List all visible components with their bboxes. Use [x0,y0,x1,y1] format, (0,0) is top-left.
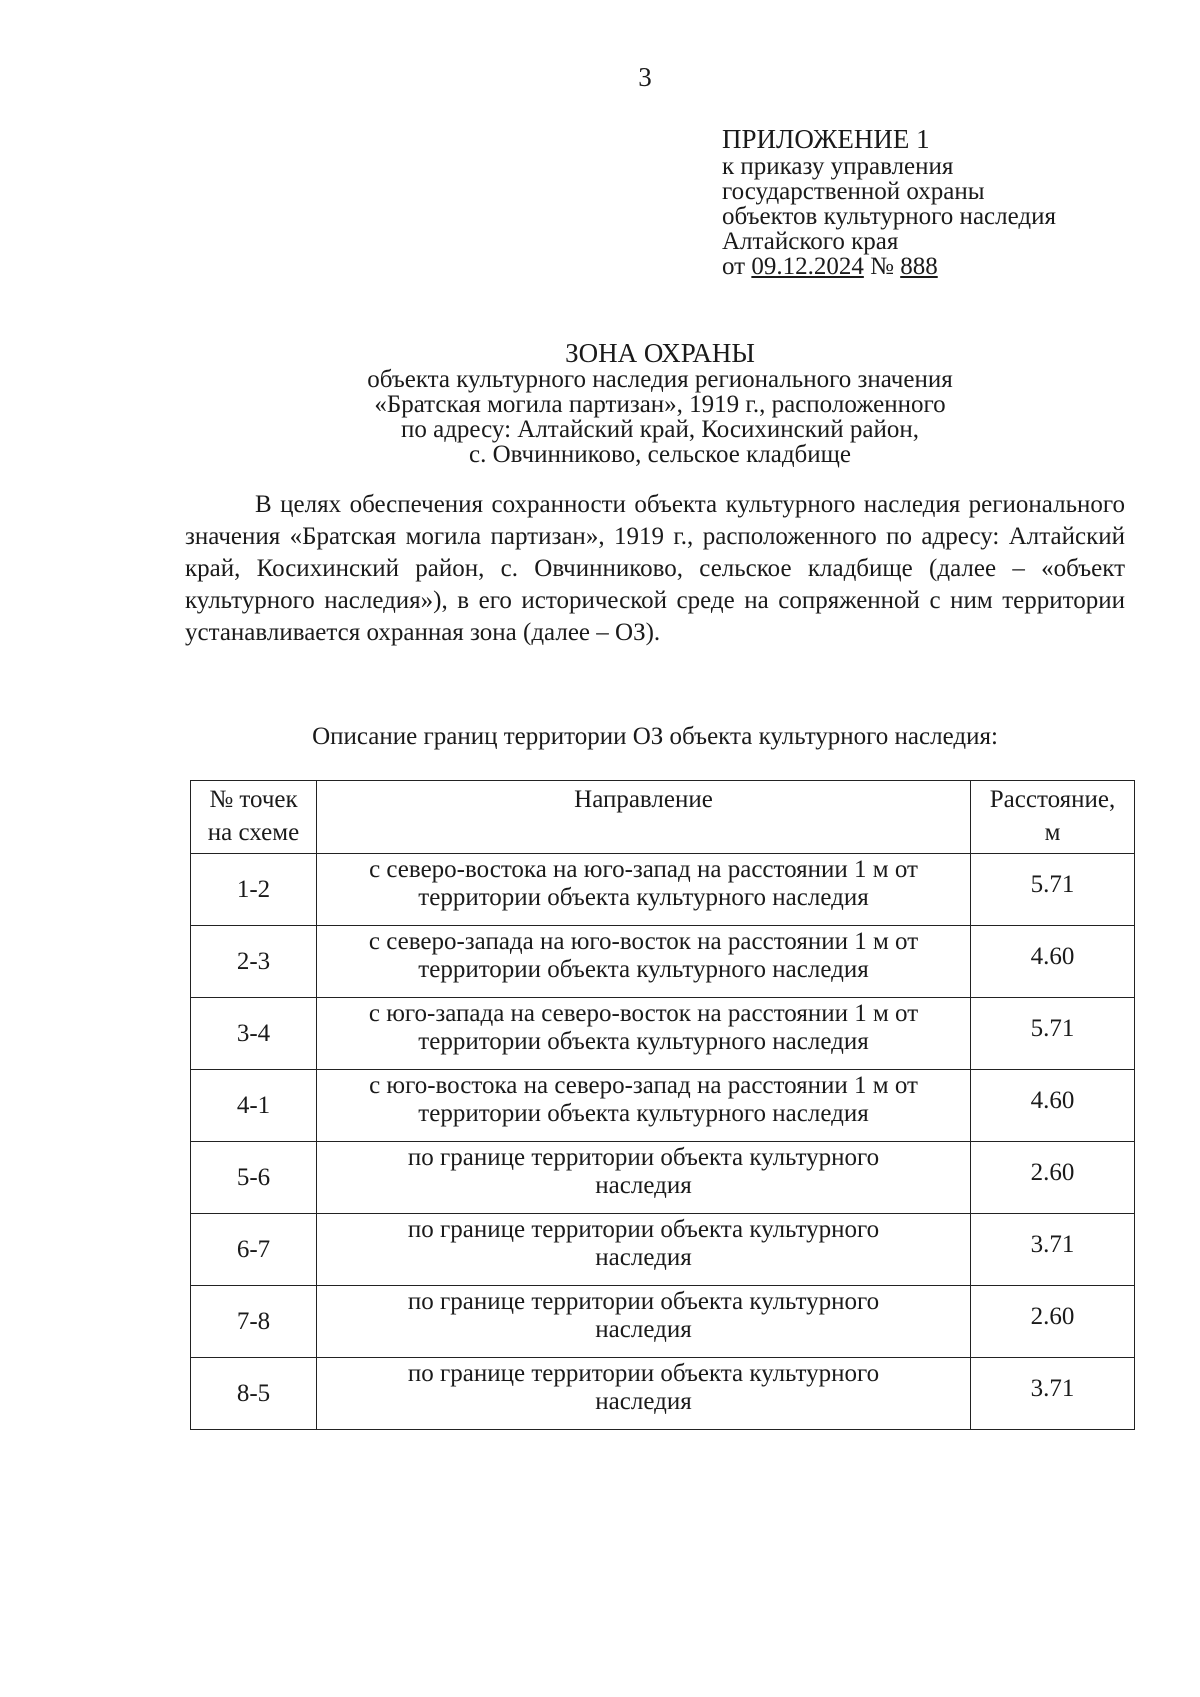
appendix-line: государственной охраны [722,178,985,205]
table-row [191,1358,1135,1430]
boundaries-table [190,780,1135,1430]
direction-line: территории объекта культурного наследия [418,1028,869,1055]
direction-line: наследия [595,1388,692,1415]
cell-direction [317,926,971,998]
header-direction: Направление [317,781,971,854]
cell-direction [317,998,971,1070]
cell-points: 3-4 [191,998,317,1070]
table-header-row [191,781,1135,854]
cell-distance: 5.71 [971,998,1135,1070]
direction-line: территории объекта культурного наследия [418,884,869,911]
cell-direction [317,1286,971,1358]
appendix-block [722,124,1162,279]
zone-title: ЗОНА ОХРАНЫ [565,338,755,368]
header-points-line: на схеме [207,819,300,846]
direction-line: наследия [595,1316,692,1343]
direction-line: территории объекта культурного наследия [418,1100,869,1127]
header-distance [971,781,1135,854]
table-row [191,926,1135,998]
cell-distance: 3.71 [971,1358,1135,1430]
cell-direction [317,1142,971,1214]
header-points-line: № точек [209,786,298,813]
cell-points: 4-1 [191,1070,317,1142]
direction-line: по границе территории объекта культурного [407,1144,880,1171]
direction-line: с юго-востока на северо-запад на расстоянии 1 м от [369,1072,918,1099]
intro-paragraph: В целях обеспечения сохранности объекта культурного наследия регионального значения «Братская могила партизан», 1919 г., расположенного по адресу: Алтайский край, Косихинский район, с. Овчинниково, сельское кладбище (далее – «объект культурного наследия»), в его исторической среде на сопряженной с ним территории устанавливается охранная зона (далее – ОЗ). [185,491,1125,646]
direction-line: наследия [595,1244,692,1271]
table-row [191,1142,1135,1214]
cell-direction [317,1214,971,1286]
appendix-title: ПРИЛОЖЕНИЕ 1 [722,124,930,154]
header-distance-line: Расстояние, [989,786,1116,813]
table-row [191,1286,1135,1358]
direction-line: с северо-запада на юго-восток на расстоянии 1 м от [368,928,919,955]
cell-distance: 2.60 [971,1286,1135,1358]
from-label: от [722,253,746,280]
appendix-line: объектов культурного наследия [722,203,1056,230]
cell-direction [317,1358,971,1430]
cell-points: 6-7 [191,1214,317,1286]
cell-points: 8-5 [191,1358,317,1430]
table-row [191,854,1135,926]
zone-subtitle-line: «Братская могила партизан», 1919 г., расположенного [374,391,946,418]
cell-distance: 3.71 [971,1214,1135,1286]
page-number: 3 [638,62,652,92]
cell-distance: 4.60 [971,926,1135,998]
number-label: № [870,253,894,280]
table-row [191,998,1135,1070]
zone-subtitle-line: по адресу: Алтайский край, Косихинский район, [400,416,920,443]
header-distance-line: м [1044,819,1061,846]
cell-points: 2-3 [191,926,317,998]
order-number: 888 [900,253,938,280]
cell-direction [317,1070,971,1142]
order-date: 09.12.2024 [751,253,864,280]
direction-line: по границе территории объекта культурного [407,1216,880,1243]
cell-distance: 2.60 [971,1142,1135,1214]
cell-distance: 4.60 [971,1070,1135,1142]
header-points [191,781,317,854]
direction-line: территории объекта культурного наследия [418,956,869,983]
zone-subtitle-line: с. Овчинниково, сельское кладбище [469,441,851,468]
zone-subtitle [210,367,1110,467]
cell-distance: 5.71 [971,854,1135,926]
table-caption: Описание границ территории ОЗ объекта культурного наследия: [312,723,998,750]
cell-points: 5-6 [191,1142,317,1214]
direction-line: наследия [595,1172,692,1199]
cell-points: 1-2 [191,854,317,926]
appendix-date-line [722,254,1162,279]
direction-line: по границе территории объекта культурного [407,1360,880,1387]
cell-direction [317,854,971,926]
table-row [191,1214,1135,1286]
zone-subtitle-line: объекта культурного наследия регионального значения [367,366,953,393]
table-row [191,1070,1135,1142]
direction-line: с северо-востока на юго-запад на расстоянии 1 м от [369,856,918,883]
direction-line: по границе территории объекта культурного [407,1288,880,1315]
appendix-line: Алтайского края [722,228,899,255]
appendix-line: к приказу управления [722,153,954,180]
cell-points: 7-8 [191,1286,317,1358]
direction-line: с юго-запада на северо-восток на расстоянии 1 м от [368,1000,919,1027]
